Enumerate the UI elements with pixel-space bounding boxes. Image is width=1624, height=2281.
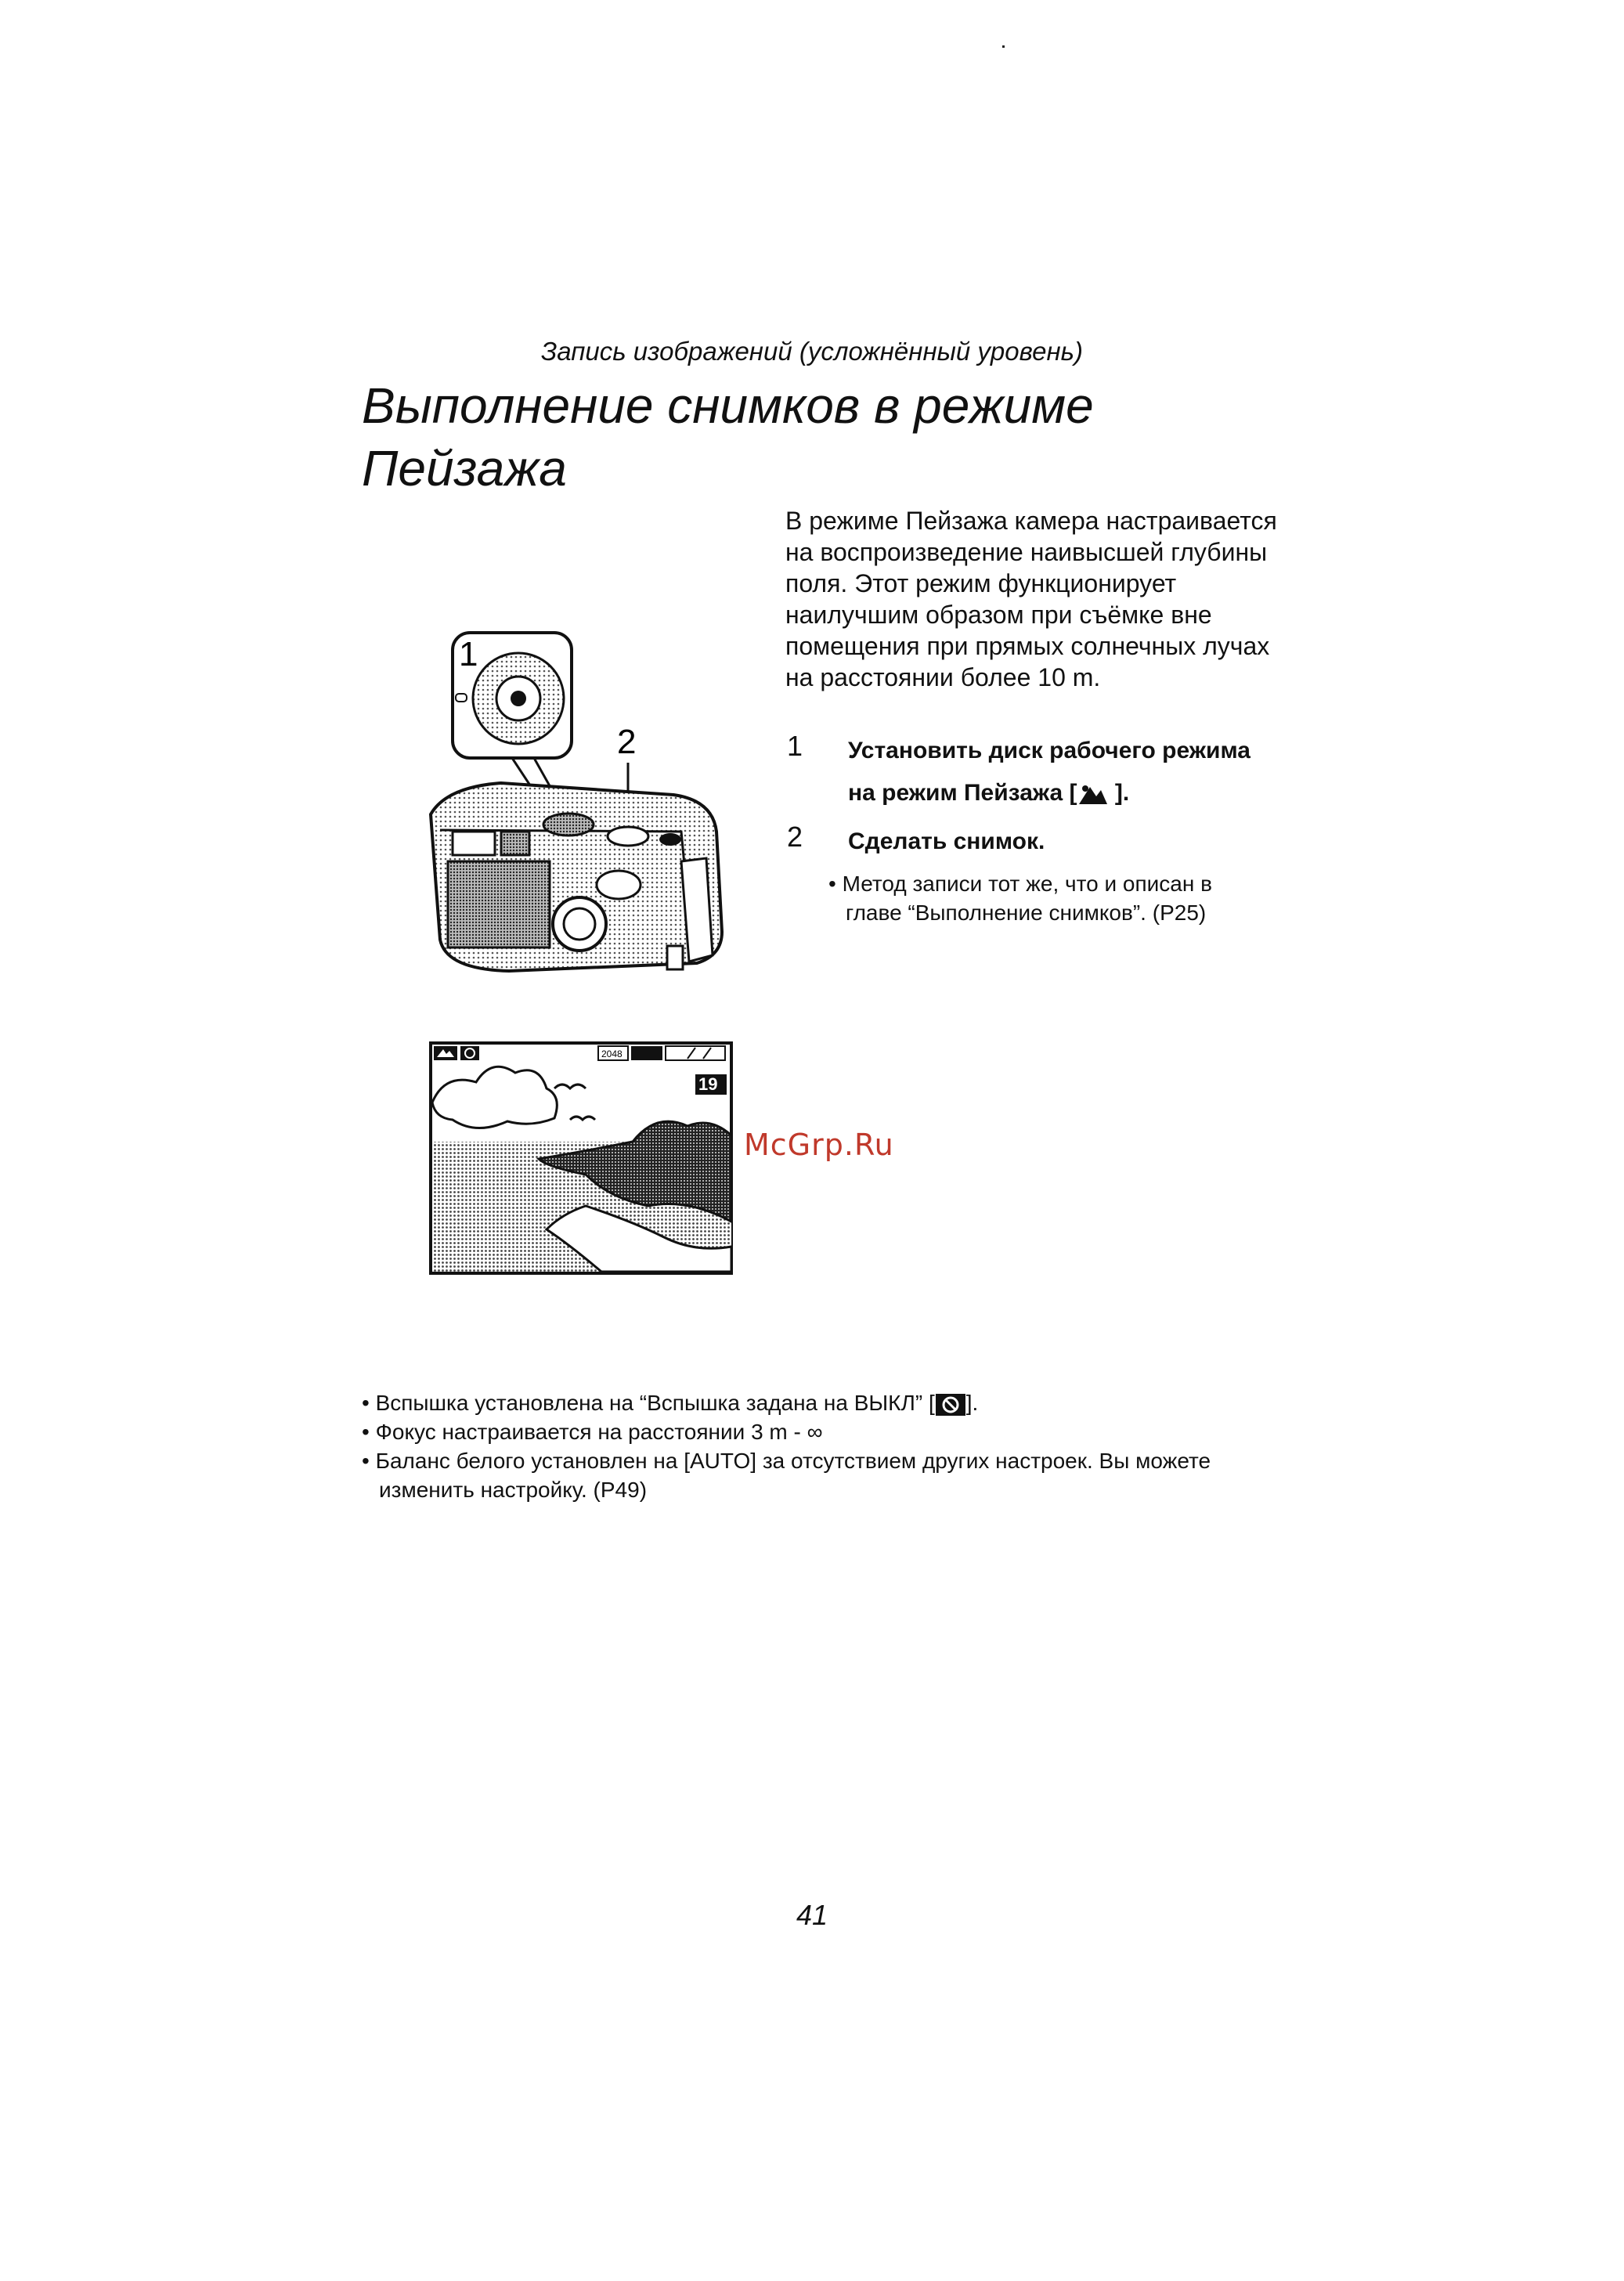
step-1-line-2 <box>848 772 1250 814</box>
intro-line: на воспроизведение наивысшей глубины <box>785 538 1268 566</box>
flash-off-icon <box>935 1393 966 1417</box>
lcd-quality-icon <box>631 1046 662 1060</box>
shutter-button <box>608 827 648 846</box>
intro-line: помещения при прямых солнечных лучах <box>785 632 1270 660</box>
step-1-line-1: Установить диск рабочего режима <box>848 738 1250 763</box>
lcd-shot-count: 19 <box>698 1074 718 1094</box>
page-number: 41 <box>796 1899 828 1931</box>
step-2-note-line: • Метод записи тот же, что и описан в <box>828 872 1212 896</box>
callout-2-label: 2 <box>617 723 637 761</box>
note-white-balance: • Баланс белого установлен на [AUTO] за отсутствием других настроек. Вы можете <box>362 1449 1211 1473</box>
intro-paragraph <box>785 505 1318 693</box>
lcd-preview <box>429 1041 733 1275</box>
step-1-number: 1 <box>787 730 803 762</box>
camera-illustration <box>415 626 744 987</box>
page-title <box>362 374 1094 500</box>
note-flash-prefix: • Вспышка установлена на “Вспышка задана на ВЫКЛ” [ <box>362 1391 935 1415</box>
page-title-line-1: Выполнение снимков в режиме <box>362 377 1094 434</box>
intro-line: на расстоянии более 10 m. <box>785 663 1101 691</box>
step-2-note-line: главе “Выполнение снимков”. (P25) <box>846 900 1207 925</box>
callout-1-label: 1 <box>459 635 478 673</box>
watermark: McGrp.Ru <box>744 1128 894 1162</box>
scan-dot <box>1002 45 1005 48</box>
step-1-line-2-prefix: на режим Пейзажа [ <box>848 780 1077 806</box>
intro-line: поля. Этот режим функционирует <box>785 569 1177 597</box>
step-2-number: 2 <box>787 821 803 853</box>
camera-front-panel <box>448 861 550 947</box>
section-header: Запись изображений (усложнённый уровень) <box>541 337 1083 366</box>
page-title-line-2: Пейзажа <box>362 440 567 496</box>
note-flash-suffix: ]. <box>965 1391 979 1415</box>
camera-mode-dial <box>543 814 594 836</box>
step-2-note <box>828 869 1212 927</box>
intro-line: В режиме Пейзажа камера настраивается <box>785 507 1277 535</box>
note-focus: • Фокус настраивается на расстоянии 3 m - ∞ <box>362 1420 823 1444</box>
step-2-text: Сделать снимок. <box>848 828 1045 854</box>
note-white-balance-line-2: изменить настройку. (P49) <box>379 1478 648 1502</box>
step-1-line-2-suffix: ]. <box>1108 780 1130 806</box>
note-flash <box>362 1388 1211 1417</box>
landscape-mode-icon <box>1077 782 1109 806</box>
step-1-text <box>848 730 1250 814</box>
intro-line: наилучшим образом при съёмке вне <box>785 601 1212 629</box>
lcd-resolution: 2048 <box>601 1048 623 1059</box>
bottom-notes <box>362 1388 1211 1504</box>
camera-lens <box>553 897 606 951</box>
